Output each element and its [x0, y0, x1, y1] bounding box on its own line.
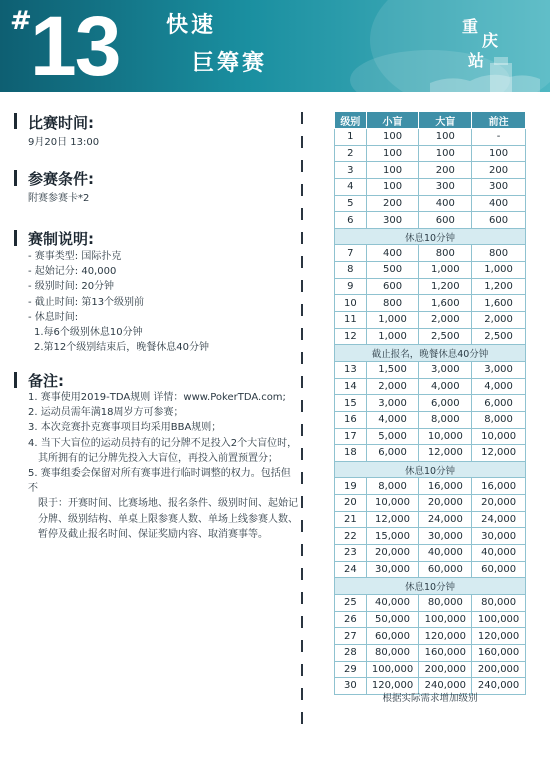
event-title-line1: 快速 [166, 13, 217, 38]
time-title: 比赛时间: [28, 114, 94, 132]
level-cell: 12 [335, 328, 367, 345]
small-blind-cell: 400 [366, 245, 419, 262]
notes-line: 2. 运动员需年满18周岁方可参赛； [28, 407, 184, 419]
rules-line: - 休息时间: [28, 311, 79, 323]
level-cell: 22 [335, 528, 367, 545]
break-row [335, 345, 526, 362]
table-row [335, 395, 526, 412]
ante-cell: 24,000 [472, 511, 526, 528]
break-row [335, 461, 526, 478]
small-blind-cell: 500 [366, 262, 419, 279]
ante-cell: 3,000 [472, 361, 526, 378]
notes-line: 3. 本次竞赛扑克赛事项目均采用BBA规则； [28, 422, 222, 434]
notes-line: 4. 当下大盲位的运动员持有的记分牌不足投入2个大盲位时， [28, 437, 298, 449]
level-cell: 30 [335, 678, 367, 695]
ante-cell: 2,000 [472, 312, 526, 329]
level-cell: 19 [335, 478, 367, 495]
rules-line: 2.第12个级别结束后，晚餐休息40分钟 [34, 342, 209, 354]
big-blind-cell: 2,000 [419, 312, 472, 329]
small-blind-cell: 200 [366, 195, 419, 212]
rules-line: - 级别时间: 20分钟 [28, 281, 115, 293]
small-blind-cell: 6,000 [366, 445, 419, 462]
small-blind-cell: 600 [366, 278, 419, 295]
big-blind-cell: 800 [419, 245, 472, 262]
notes-list [28, 390, 298, 542]
level-cell: 20 [335, 495, 367, 512]
big-blind-cell: 10,000 [419, 428, 472, 445]
ante-cell: 200 [472, 162, 526, 179]
ante-cell: 2,500 [472, 328, 526, 345]
table-row [335, 428, 526, 445]
ante-cell: 8,000 [472, 411, 526, 428]
level-cell: 29 [335, 661, 367, 678]
table-row [335, 195, 526, 212]
level-cell: 28 [335, 644, 367, 661]
big-blind-cell: 4,000 [419, 378, 472, 395]
header-small-blind: 小盲 [366, 112, 419, 129]
table-row [335, 445, 526, 462]
table-note: 根据实际需求增加级别 [382, 693, 478, 704]
event-title-line2: 巨筹赛 [192, 51, 268, 76]
big-blind-cell: 100,000 [419, 611, 472, 628]
dashed-divider [301, 112, 303, 726]
small-blind-cell: 1,000 [366, 328, 419, 345]
small-blind-cell: 10,000 [366, 495, 419, 512]
notes-line: 其所拥有的记分牌先投入大盲位，再投入前置预置分； [38, 452, 278, 464]
ante-cell: - [472, 129, 526, 146]
level-cell: 27 [335, 628, 367, 645]
header-banner [0, 0, 550, 92]
big-blind-cell: 8,000 [419, 411, 472, 428]
small-blind-cell: 100 [366, 178, 419, 195]
header-ante: 前注 [472, 112, 526, 129]
city-char: 庆 [482, 31, 499, 50]
ante-cell: 600 [472, 212, 526, 229]
level-cell: 14 [335, 378, 367, 395]
level-cell: 24 [335, 561, 367, 578]
level-cell: 15 [335, 395, 367, 412]
small-blind-cell: 120,000 [366, 678, 419, 695]
table-row [335, 262, 526, 279]
small-blind-cell: 1,500 [366, 361, 419, 378]
ante-cell: 200,000 [472, 661, 526, 678]
ante-cell: 80,000 [472, 594, 526, 611]
header-level: 级别 [335, 112, 367, 129]
rules-line: - 截止时间: 第13个级别前 [28, 296, 145, 308]
level-cell: 7 [335, 245, 367, 262]
event-number: 13 [30, 0, 120, 92]
level-cell: 26 [335, 611, 367, 628]
small-blind-cell: 2,000 [366, 378, 419, 395]
ante-cell: 1,600 [472, 295, 526, 312]
ante-cell: 4,000 [472, 378, 526, 395]
event-hash: # [10, 6, 32, 36]
section-marker [14, 113, 17, 129]
table-row [335, 295, 526, 312]
big-blind-cell: 80,000 [419, 594, 472, 611]
ante-cell: 30,000 [472, 528, 526, 545]
ante-cell: 20,000 [472, 495, 526, 512]
big-blind-cell: 1,200 [419, 278, 472, 295]
section-marker [14, 230, 17, 246]
ante-cell: 100,000 [472, 611, 526, 628]
blind-structure-table [334, 111, 526, 695]
rules-list [28, 249, 209, 355]
big-blind-cell: 24,000 [419, 511, 472, 528]
section-marker [14, 372, 17, 388]
big-blind-cell: 60,000 [419, 561, 472, 578]
ante-cell: 800 [472, 245, 526, 262]
ante-cell: 400 [472, 195, 526, 212]
level-cell: 10 [335, 295, 367, 312]
table-row [335, 278, 526, 295]
rules-title: 赛制说明: [28, 230, 94, 248]
level-cell: 6 [335, 212, 367, 229]
ante-cell: 160,000 [472, 644, 526, 661]
big-blind-cell: 100 [419, 129, 472, 146]
table-row [335, 245, 526, 262]
break-row [335, 228, 526, 245]
city-char: 重 [462, 17, 479, 36]
city-char: 站 [468, 51, 485, 70]
level-cell: 11 [335, 312, 367, 329]
table-row [335, 178, 526, 195]
small-blind-cell: 300 [366, 212, 419, 229]
notes-line: 5. 赛事组委会保留对所有赛事进行临时调整的权力。包括但不 [28, 468, 291, 495]
notes-line: 1. 赛事使用2019-TDA规则 详情：www.PokerTDA.com; [28, 392, 286, 403]
notes-line: 分牌、级别结构、单桌上限参赛人数、单场上线参赛人数、 [38, 513, 298, 525]
level-cell: 17 [335, 428, 367, 445]
level-cell: 5 [335, 195, 367, 212]
break-label: 休息10分钟 [335, 578, 526, 595]
notes-title: 备注: [28, 372, 64, 390]
table-row [335, 644, 526, 661]
ante-cell: 10,000 [472, 428, 526, 445]
level-cell: 18 [335, 445, 367, 462]
small-blind-cell: 3,000 [366, 395, 419, 412]
table-row [335, 478, 526, 495]
big-blind-cell: 16,000 [419, 478, 472, 495]
table-row [335, 145, 526, 162]
small-blind-cell: 12,000 [366, 511, 419, 528]
small-blind-cell: 40,000 [366, 594, 419, 611]
ante-cell: 12,000 [472, 445, 526, 462]
level-cell: 4 [335, 178, 367, 195]
level-cell: 1 [335, 129, 367, 146]
big-blind-cell: 100 [419, 145, 472, 162]
notes-line: 限于：开赛时间、比赛场地、报名条件、级别时间、起始记 [38, 498, 298, 510]
table-row [335, 361, 526, 378]
big-blind-cell: 160,000 [419, 644, 472, 661]
break-label: 休息10分钟 [335, 461, 526, 478]
level-cell: 3 [335, 162, 367, 179]
table-row [335, 545, 526, 562]
big-blind-cell: 1,000 [419, 262, 472, 279]
table-row [335, 495, 526, 512]
table-row [335, 328, 526, 345]
small-blind-cell: 5,000 [366, 428, 419, 445]
level-cell: 8 [335, 262, 367, 279]
table-row [335, 594, 526, 611]
break-label: 截止报名，晚餐休息40分钟 [335, 345, 526, 362]
small-blind-cell: 60,000 [366, 628, 419, 645]
table-row [335, 561, 526, 578]
table-row [335, 528, 526, 545]
rules-line: - 赛事类型: 国际扑克 [28, 251, 122, 262]
big-blind-cell: 300 [419, 178, 472, 195]
ante-cell: 300 [472, 178, 526, 195]
ante-cell: 240,000 [472, 678, 526, 695]
table-row [335, 628, 526, 645]
table-row [335, 511, 526, 528]
ante-cell: 120,000 [472, 628, 526, 645]
ante-cell: 1,000 [472, 262, 526, 279]
level-cell: 9 [335, 278, 367, 295]
big-blind-cell: 120,000 [419, 628, 472, 645]
table-row [335, 378, 526, 395]
break-row [335, 578, 526, 595]
big-blind-cell: 1,600 [419, 295, 472, 312]
small-blind-cell: 100 [366, 129, 419, 146]
small-blind-cell: 8,000 [366, 478, 419, 495]
big-blind-cell: 12,000 [419, 445, 472, 462]
rules-line: - 起始记分: 40,000 [28, 266, 117, 278]
entry-value: 附赛参赛卡*2 [28, 193, 90, 204]
small-blind-cell: 4,000 [366, 411, 419, 428]
notes-line: 暂停及截止报名时间、保证奖励内容、取消赛事等。 [38, 528, 268, 540]
ante-cell: 1,200 [472, 278, 526, 295]
small-blind-cell: 100,000 [366, 661, 419, 678]
ante-cell: 60,000 [472, 561, 526, 578]
table-header-row [335, 112, 526, 129]
big-blind-cell: 200 [419, 162, 472, 179]
small-blind-cell: 30,000 [366, 561, 419, 578]
table-row [335, 661, 526, 678]
big-blind-cell: 6,000 [419, 395, 472, 412]
small-blind-cell: 15,000 [366, 528, 419, 545]
ante-cell: 6,000 [472, 395, 526, 412]
big-blind-cell: 600 [419, 212, 472, 229]
rules-line: 1.每6个级别休息10分钟 [34, 327, 143, 339]
level-cell: 13 [335, 361, 367, 378]
level-cell: 25 [335, 594, 367, 611]
entry-title: 参赛条件: [28, 170, 94, 188]
table-row [335, 411, 526, 428]
table-row [335, 162, 526, 179]
big-blind-cell: 240,000 [419, 678, 472, 695]
break-label: 休息10分钟 [335, 228, 526, 245]
level-cell: 23 [335, 545, 367, 562]
table-row [335, 129, 526, 146]
small-blind-cell: 50,000 [366, 611, 419, 628]
ante-cell: 16,000 [472, 478, 526, 495]
header-big-blind: 大盲 [419, 112, 472, 129]
big-blind-cell: 200,000 [419, 661, 472, 678]
big-blind-cell: 20,000 [419, 495, 472, 512]
ante-cell: 40,000 [472, 545, 526, 562]
small-blind-cell: 20,000 [366, 545, 419, 562]
level-cell: 21 [335, 511, 367, 528]
big-blind-cell: 40,000 [419, 545, 472, 562]
city-label [460, 10, 520, 70]
table-row [335, 212, 526, 229]
level-cell: 16 [335, 411, 367, 428]
big-blind-cell: 30,000 [419, 528, 472, 545]
big-blind-cell: 400 [419, 195, 472, 212]
small-blind-cell: 800 [366, 295, 419, 312]
big-blind-cell: 3,000 [419, 361, 472, 378]
big-blind-cell: 2,500 [419, 328, 472, 345]
small-blind-cell: 100 [366, 162, 419, 179]
small-blind-cell: 100 [366, 145, 419, 162]
table-row [335, 611, 526, 628]
table-row [335, 312, 526, 329]
section-marker [14, 170, 17, 186]
time-value: 9月20日 13:00 [28, 137, 100, 148]
small-blind-cell: 80,000 [366, 644, 419, 661]
ante-cell: 100 [472, 145, 526, 162]
level-cell: 2 [335, 145, 367, 162]
small-blind-cell: 1,000 [366, 312, 419, 329]
